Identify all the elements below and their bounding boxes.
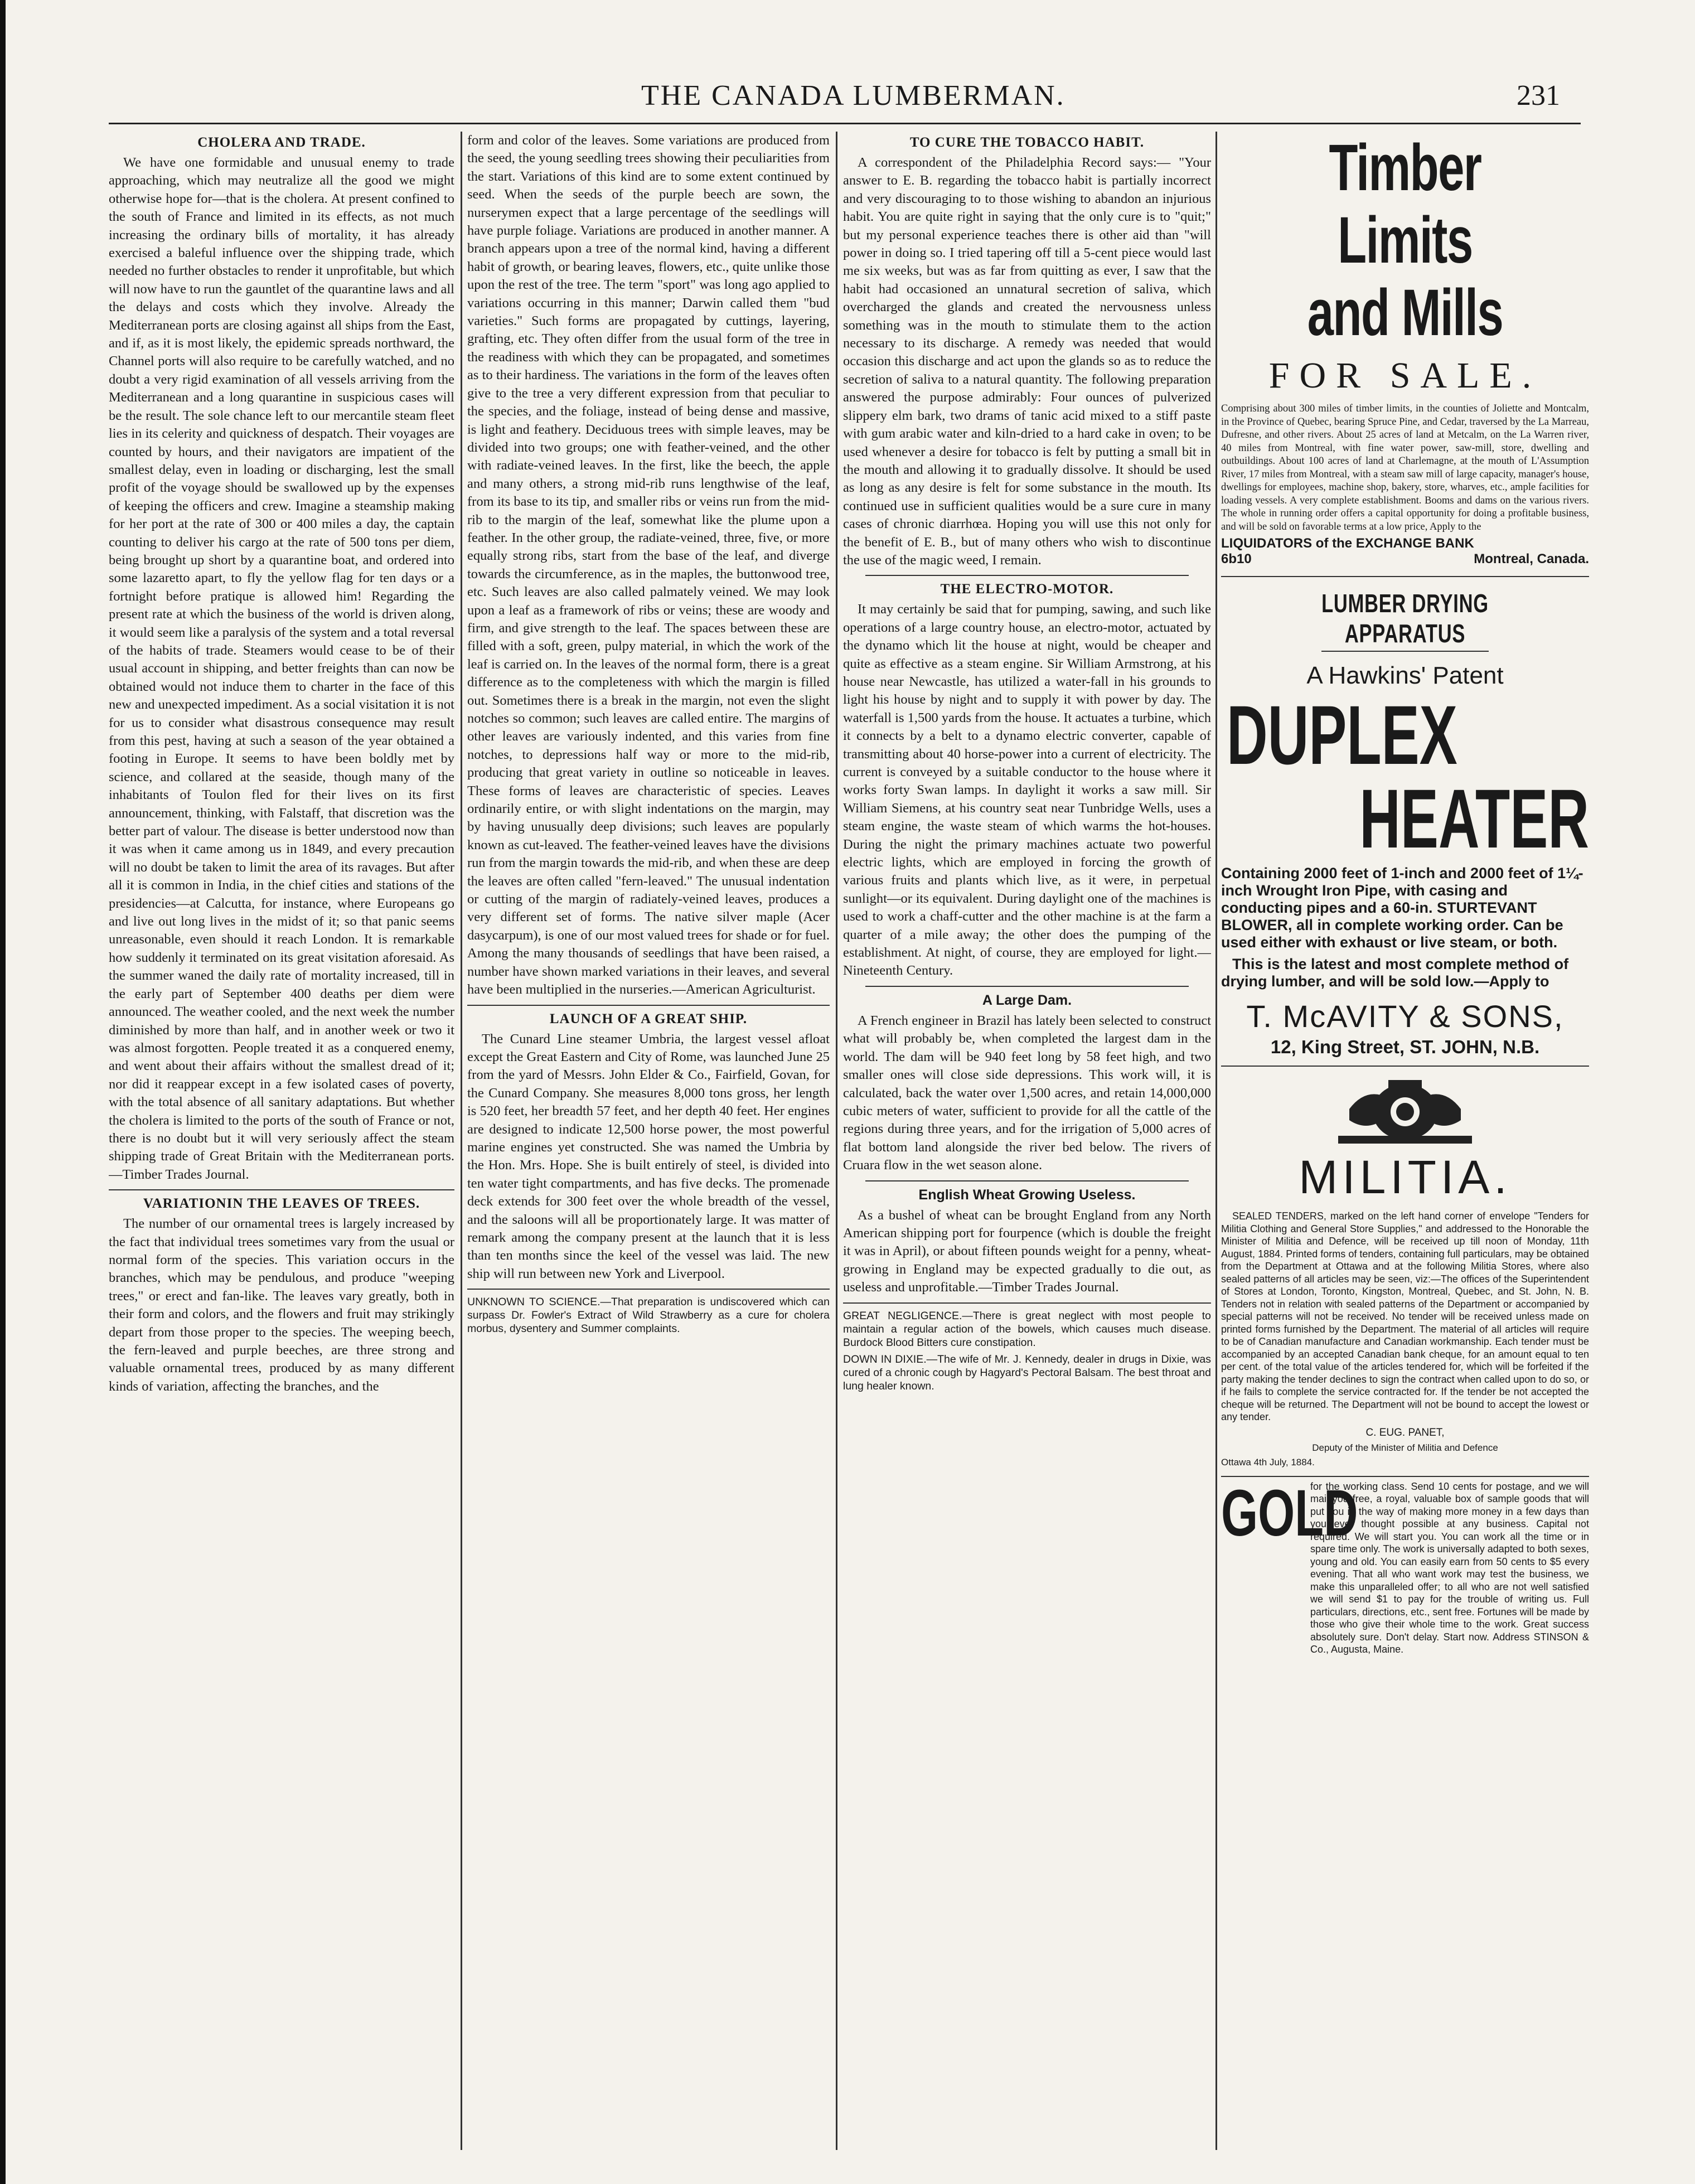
article-divider — [843, 1302, 1211, 1304]
article-title-dam: A Large Dam. — [982, 992, 1072, 1008]
ad-hawkins: A Hawkins' Patent — [1306, 662, 1504, 689]
article-body-variation: The number of our ornamental trees is largely increased by the fact that individual trees sometimes vary from the usual or normal form of the species. This variation occurs in the branches, which may be pendulous, and produce "weeping trees," or erect and fan-like. The leaves vary greatly, both in their form and colors, and the flowers and fruit may strikingly depart from those proper to the species. The weeping beech, the fern-leaved and purple beeches, are three strong and valuable ornamental trees, produced by as many different kinds of variation, affecting the branches, and the — [109, 1216, 454, 1394]
article-divider — [865, 575, 1189, 576]
article-divider — [865, 986, 1189, 987]
article-divider — [865, 1180, 1189, 1181]
ad-liquidators: LIQUIDATORS of the EXCHANGE BANK — [1221, 536, 1474, 551]
ad-gold — [1221, 1476, 1589, 1656]
ad-heater-body-2: This is the latest and most complete method of drying lumber, and will be sold low.—Apply to — [1221, 956, 1569, 990]
article-title-variation: VARIATIONIN THE LEAVES OF TREES. — [143, 1196, 420, 1212]
ad-militia-signature-title: Deputy of the Minister of Militia and Defence — [1312, 1442, 1498, 1453]
ad-militia-signature: C. EUG. PANET, — [1365, 1426, 1445, 1439]
article-body-tobacco: A correspondent of the Philadelphia Record says:— "Your answer to E. B. regarding the tobacco habit is partially incorrect and very discouraging to to those wishing to abandon an injurious habit. You are quite right in saying that the only cure is to "quit;" but my personal experience teaches there is other aid than "will power in doing so. I tried tapering off till a 5-cent piece would last me six weeks, but was as far from quitting as ever, I saw that the habit had occasioned an unnatural secretion of saliva, which overcharged the glands and created the nervousness unless something was in the mouth to stimulate them to the action necessary to its discharge. A remedy was needed that would occasion this discharge and act upon the glands so as to reduce the secretion of saliva to a natural quantity. The following preparation answered the purpose admirably: Four ounces of pulverized slippery elm bark, two drams of tanic acid mixed to a stiff paste with gum arabic water and kiln-dried to a hard cake in oven; to be used whenever a desire for tobacco is felt by putting a small bit in the mouth and allowing it to gradually dissolve. It should be used as long as any desire is felt for some substance in the mouth. Its continued use in sufficient qualities would be a sure cure in many cases of chronic diarrhœa. Hoping you will use this not only for the benefit of E. B., but of many others who wish to discontinue the use of the magic weed, I remain. — [843, 155, 1211, 568]
ad-militia-date: Ottawa 4th July, 1884. — [1221, 1456, 1315, 1468]
notice-unknown-to-science: UNKNOWN TO SCIENCE.—That preparation is undiscovered which can surpass Dr. Fowler's Extract of Wild Strawberry as a cure for cholera morbus, dysentery and Summer complaints. — [467, 1296, 830, 1335]
ad-duplex: DUPLEX — [1227, 688, 1457, 782]
column-3 — [843, 132, 1211, 2150]
article-title-motor: THE ELECTRO-MOTOR. — [940, 582, 1114, 597]
ad-liquidators-line — [1221, 551, 1589, 567]
column-2 — [467, 132, 830, 2150]
article-body-cholera: We have one formidable and unusual enemy to trade approaching, which may neutralize all the good we might otherwise hope for—that is the cholera. At present confined to the south of France and limited in its effects, as not much increasing the ordinary bills of mortality, it has already exercised a baleful influence over the shipping trade, which needed no further obstacles to render it unprofitable, but which will now have to run the gauntlet of the quarantine laws and all the delays and costs which they involve. Already the Mediterranean ports are closing against all ships from the East, and if, as it is most likely, the epidemic spreads northward, the Channel ports will also require to be carefully watched, and no doubt a very rigid examination of all vessels arriving from the Mediterranean and a long quarantine in suspicious cases will be the result. The sole chance left to our mercantile steam fleet lies in its celerity and quickness of despatch. Their voyages are counted by hours, and their navigators are impatient of the smallest delay, even in loading or discharging, lest the small profit of the voyage should be swallowed up by the expenses of keeping the officers and crew. Imagine a steamship making for her port at the rate of 300 or 400 miles a day, the captain counting to deliver his cargo at the rate of 500 tons per diem, being brought up short by a quarantine boat, and ordered into some lazaretto apart, to fly the yellow flag for ten days or a fortnight before pratique is allowed him! Regarding the present rate at which the business of the world is driven along, it would seem like a paralysis of the system and a total reversal of the habits of trade. Steamers would cease to be of their usual account in shipping, and better freights than can now be obtained would not induce them to charter in the face of this new and unexpected impediment. As a social visitation it is not for us to consider what disastrous consequence may result from this pest, having at such a season of the year obtained a footing in Europe. It seems to have been boldly met by science, and collared at the seaside, though many of the inhabitants of Toulon fled for their lives on its first announcement, thinking, with Falstaff, that discretion was the better part of valour. The disease is better understood now than it was when it came among us in 1849, and every precaution will no doubt be taken to limit the area of its ravages. But after all it is common in India, in the chief cities and stations of the presidencies—at Calcutta, for instance, where Europeans go and live out long lives in the midst of it; so that panic seems unreasonable, even should it reach London. It is remarkable how suddenly it terminated on its great visitation aforesaid. As the summer waned the daily rate of mortality increased, till in the early part of September 400 deaths per diem were announced. The weather cooled, and the next week the number diminished by more than half, and in another week or two it was almost forgotten. People treated it as a conquered enemy, and went about their affairs without the smallest dread of it; nor did it reappear except in a few isolated cases of poverty, with the total absence of all sanitary adaptations. But whether the cholera is limited to the ports of the south of France or not, there is no doubt but it will very seriously affect the steam shipping trade of Great Britain with the Mediterranean ports.—Timber Trades Journal. — [109, 155, 454, 1182]
article-title-tobacco: TO CURE THE TOBACCO HABIT. — [909, 135, 1145, 150]
page-number: 231 — [1517, 80, 1560, 112]
ad-mcavity: T. McAVITY & SONS, — [1246, 999, 1564, 1034]
article-body-variation-continued: form and color of the leaves. Some variations are produced from the seed, the young seedling trees showing their peculiarities from the start. Variations of this kind are to some extent continued by seed. When the seeds of the purple beech are sown, the nurserymen expect that a large percentage of the seedlings will have purple foliage. Variations are produced in another manner. A branch appears upon a tree of the normal kind, having a different habit of growth, or bearing leaves, flowers, etc., quite unlike those upon the rest of the tree. The term "sport" was long ago applied to variations occurring in this manner; Darwin called them "bud varieties." Such forms are propagated by cuttings, layering, grafting, etc. They often differ from the usual form of the tree in the readiness with which they can be propagated, and sometimes as to their hardiness. The variations in the form of the leaves often give to the tree a very different expression from that peculiar to the species, and the foliage, instead of being dense and massive, is light and feathery. Deciduous trees with simple leaves, may be divided into two groups; one with feather-veined, and the other with radiate-veined leaves. In the first, like the beech, the apple and many others, a strong mid-rib runs lengthwise of the leaf, from its base to its tip, and smaller ribs or veins run from the mid-rib to the margin of the leaf, somewhat like the plume upon a feather. In the other group, the radiate-veined, three, five, or more equally strong ribs, start from the base of the leaf, and diverge towards the circumference, as in the maples, the buttonwood tree, etc. Such leaves are also called palmately veined. We may look upon a leaf as a framework of ribs or veins; these are woody and firm, and give strength to the leaf. The spaces between these are filled with a soft, green, pulpy material, in which the work of the leaf is carried on. In the leaves of the normal form, there is a great difference as to the completeness with which the margin is filled out. Sometimes there is a break in the margin, not even the slight notches so common; such leaves are called entire. The margins of other leaves are variously indented, and this varies from fine notches, to depressions half way or more to the mid-rib, producing that great variety in outline so noticeable in leaves. These forms of leaves are characteristic of species. Leaves ordinarily entire, or with slight indentations on the margin, may by having unusually deep divisions; such leaves are popularly known as cut-leaved. The feather-veined leaves have the divisions run from the margin towards the mid-rib, and when these are deep the leaves are often called "fern-leaved." The unusual indentation or cutting of the margin of radiately-veined leaves, produces a very different set of forms. The native silver maple (Acer dasycarpum), is one of our most valued trees for shade or for fuel. Among the many thousands of seedlings that have been raised, a number have shown marked variations in their leaves, and several have been multiplied in the nurseries.—American Agriculturist. — [467, 133, 830, 997]
column-rule — [461, 132, 462, 2150]
article-body-wheat: As a bushel of wheat can be brought England from any North American shipping port for fourpence (which is double the freight it was in April), or about fifteen pounds weight for a penny, wheat-growing in England may be expected gradually to die out, as useless and unprofitable.—Timber Trades Journal. — [843, 1207, 1211, 1295]
article-title-ship: LAUNCH OF A GREAT SHIP. — [549, 1011, 748, 1026]
article-body-ship: The Cunard Line steamer Umbria, the largest vessel afloat except the Great Eastern and City of Rome, was launched June 25 from the yard of Messrs. John Elder & Co., Fairfield, Govan, for the Cunard Company. She measures 8,000 tons gross, her length is 520 feet, her breadth 57 feet, and her depth 40 feet. Her engines are designed to indicate 12,500 horse power, the most powerful marine engines yet constructed. She was named the Umbria by the Hon. Mrs. Hope. She is built entirely of steel, is divided into ten water tight compartments, and has five decks. The promenade deck extends for 300 feet over the whole breadth of the vessel, and the saloons will all be proportionately large. It was matter of remark among the company present at the launch that it is less than ten months since the keel of the vessel was laid. The new ship will run between new York and Liverpool. — [467, 1031, 830, 1281]
scan-edge — [0, 0, 6, 2184]
ad-heater-body: Containing 2000 feet of 1-inch and 2000 feet of 1¼-inch Wrought Iron Pipe, with casing and conducting pipes and a 60-in. STURTEVANT BLOWER, all in complete working order. Can be used either with exhaust or live steam, or both. — [1221, 865, 1583, 951]
masthead-title: THE CANADA LUMBERMAN. — [641, 80, 1066, 112]
article-divider — [467, 1005, 830, 1006]
article-title-cholera: CHOLERA AND TRADE. — [197, 135, 366, 150]
notice-dixie: DOWN IN DIXIE.—The wife of Mr. J. Kennedy, dealer in drugs in Dixie, was cured of a chronic cough by Hagyard's Pectoral Balsam. The best throat and lung healer known. — [843, 1353, 1211, 1392]
ad-gold-body: for the working class. Send 10 cents for postage, and we will mail you free, a royal, valuable box of sample goods that will put you in the way of making more money in a few days than you ever thought possible at any business. Capital not required. We will start you. You can work all the time or in spare time only. The work is universally adapted to both sexes, young and old. You can easily earn from 50 cents to $5 every evening. That all who want work may test the business, we make this unparalleled offer; to all who are not well satisfied we will send $1 to pay for the trouble of writing us. Full particulars, directions, etc., sent free. Fortunes will be made by those who give their whole time to the work. Great success absolutely sure. Don't delay. Start now. Address STINSON & Co., Augusta, Maine. — [1310, 1480, 1589, 1655]
ad-drying-title: LUMBER DRYING APPARATUS — [1321, 589, 1489, 648]
header-rule — [109, 123, 1581, 124]
ad-city: Montreal, Canada. — [1474, 551, 1589, 566]
ad-code: 6b10 — [1221, 551, 1252, 566]
ad-king-street: 12, King Street, ST. JOHN, N.B. — [1270, 1037, 1540, 1057]
article-title-wheat: English Wheat Growing Useless. — [918, 1187, 1136, 1203]
article-body-motor: It may certainly be said that for pumping, sawing, and such like operations of a large country house, an electro-motor, actuated by the dynamo which lit the house at night, would be cheaper and quite as effective as a steam engine. Sir William Armstrong, at his house near Newcastle, has utilized a water-fall in his grounds to light his house by night and to supply it with power by day. The waterfall is 1,500 yards from the house. It actuates a turbine, which it connects by a belt to a dynamo electric converter, capable of transmitting about 40 horse-power into a current of electricity. The current is conveyed by a suitable conductor to the house where it works forty Swan lamps. In daylight it works a saw mill. Sir William Siemens, at his country seat near Tunbridge Wells, uses a steam engine, the waste steam of which warms the hot-houses. During the night the primary machines actuate two powerful electric lights, which are employed in forcing the growth of various fruits and plants which live, as it were, in perpetual sunlight—or its equivalent. During daylight one of the machines is used to work a chaff-cutter and the other machine is at the farm a quarter of a mile away; the other does the pumping of the establishment. At night, of course, they are employed for light.—Nineteenth Century. — [843, 602, 1211, 979]
article-divider — [467, 1289, 830, 1290]
column-rule — [1215, 132, 1217, 2150]
short-rule — [1321, 651, 1489, 652]
ad-militia-title: MILITIA. — [1299, 1151, 1512, 1203]
notice-negligence: GREAT NEGLIGENCE.—There is great neglect with most people to maintain a regular action of the bowels, which causes much disease. Burdock Blood Bitters cure constipation. — [843, 1309, 1211, 1349]
ad-timber-body: Comprising about 300 miles of timber limits, in the counties of Joliette and Montcalm, in the Province of Quebec, bearing Spruce Pine, and Cedar, traversed by the La Marreau, Dufresne, and other rivers. About 25 acres of land at Metcalm, on the La Warren river, 40 miles from Montreal, with fine water power, saw-mill, store, dwelling and outbuildings. About 100 acres of land at Charlemagne, at the mouth of L'Assumption River, 17 miles from Montreal, with a steam saw mill of large capacity, manager's house, dwellings for employees, machine shop, bakery, store, wharves, etc., ample facilities for loading vessels. A very complete establishment. Booms and dams on the various rivers. The whole in running order offers a capital opportunity for doing a profitable business, and will be sold on favorable terms at a low price, Apply to the — [1221, 403, 1589, 532]
ad-for-sale: FOR SALE. — [1268, 355, 1542, 396]
ad-heater-word: HEATER — [1359, 772, 1589, 865]
ad-timber-heading-1: Timber Limits — [1329, 132, 1481, 277]
ad-militia-body: SEALED TENDERS, marked on the left hand corner of envelope "Tenders for Militia Clothing and General Store Supplies," and addressed to the Honorable the Minister of Militia and Defence, will be received up till noon of Monday, 11th August, 1884. Printed forms of tenders, containing full particulars, may be obtained from the Department at Ottawa and at the following Militia Stores, where also sealed patterns of all articles may be seen, viz:—The offices of the Superintendent of Stores at London, Toronto, Kingston, Montreal, Quebec, and St. John, N. B. Tenders not in relation with sealed patterns of the Department or accompanied by special patterns will not be received. No tender will be received unless made on printed forms furnished by the Department. The material of all articles will require to be of Canadian manufacture and Canadian workmanship. Each tender must be accompanied by an accepted Canadian bank cheque, for an amount equal to ten per cent. of the total value of the articles tendered for, which will be forfeited if the party making the tender declines to sign the contract when called upon to do so, or if he fails to complete the service contracted for. If the tender be not accepted the cheque will be returned. The Department will not be bound to accept the lowest or any tender. — [1221, 1210, 1589, 1422]
column-4-ads — [1221, 132, 1589, 2150]
column-1 — [109, 132, 454, 2150]
ad-timber-heading-2: and Mills — [1307, 276, 1503, 350]
column-rule — [836, 132, 837, 2150]
article-divider — [109, 1189, 454, 1190]
ad-gold-word: GOLD — [1221, 1476, 1358, 1550]
coat-of-arms-icon — [1316, 1076, 1494, 1148]
article-body-dam: A French engineer in Brazil has lately been selected to construct what will probably be, when completed the largest dam in the world. The dam will be 940 feet long by 58 feet high, and two smaller ones will close side depressions. This work will, it is calculated, back the water over 1,500 acres, and retain 14,000,000 cubic meters of water, sufficient to provide for all the cattle of the regions during three years, and for the irrigation of 5,000 acres of flat bottom land alongside the river bed below. The rivers of Cruara flow in the wet season alone. — [843, 1013, 1211, 1173]
ad-militia — [1221, 1066, 1589, 1468]
ad-heater — [1221, 576, 1589, 1058]
